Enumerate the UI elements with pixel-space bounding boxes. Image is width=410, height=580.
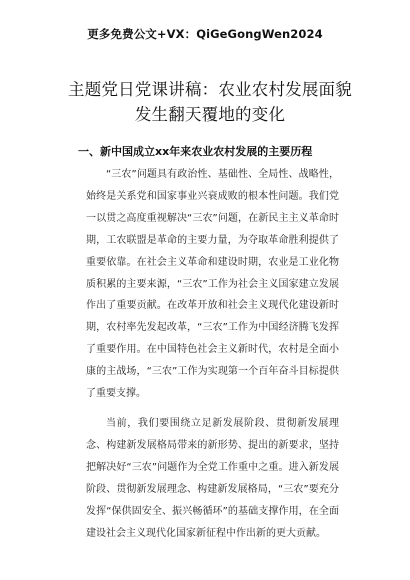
- document-body: [86, 164, 339, 544]
- promo-banner: 更多免费公文+VX：QiGeGongWen2024: [87, 27, 323, 41]
- body-paragraph-2: 当前，我们要围绕立足新发展阶段、贯彻新发展理念、构建新发展格局带来的新形势、提出的新要求，坚持把解决好“三农”问题作为全党工作重中之重。进入新发展阶段、贯彻新发展理念、构建新发展格局，“三农”要充分发挥“保供固安全、振兴畅循环”的基础支撑作用，在全面建设社会主义现代化国家新征程中作出新的更大贡献。: [86, 417, 339, 539]
- body-paragraph-1: “三农”问题具有政治性、基础性、全局性、战略性，始终是关系党和国家事业兴衰成败的根本性问题。我们党一以贯之高度重视解决“三农”问题，在新民主主义革命时期，工农联盟是革命的主要力量，为夺取革命胜利提供了重要依靠。在社会主义革命和建设时期，农业是工业化物质积累的主要来源，“三农”工作为社会主义国家建立发展作出了重要贡献。在改革开放和社会主义现代化建设新时期，农村率先发起改革，“三农”工作为中国经济腾飞发挥了重要作用。在中国特色社会主义新时代，农村是全面小康的主战场，“三农”工作为实现第一个百年奋斗目标提供了重要支撑。: [86, 169, 339, 400]
- document-title: 主题党日党课讲稿：农业农村发展面貌发生翻天覆地的变化: [68, 80, 352, 124]
- section-heading: 一、新中国成立xx年来农业农村发展的主要历程: [78, 145, 313, 158]
